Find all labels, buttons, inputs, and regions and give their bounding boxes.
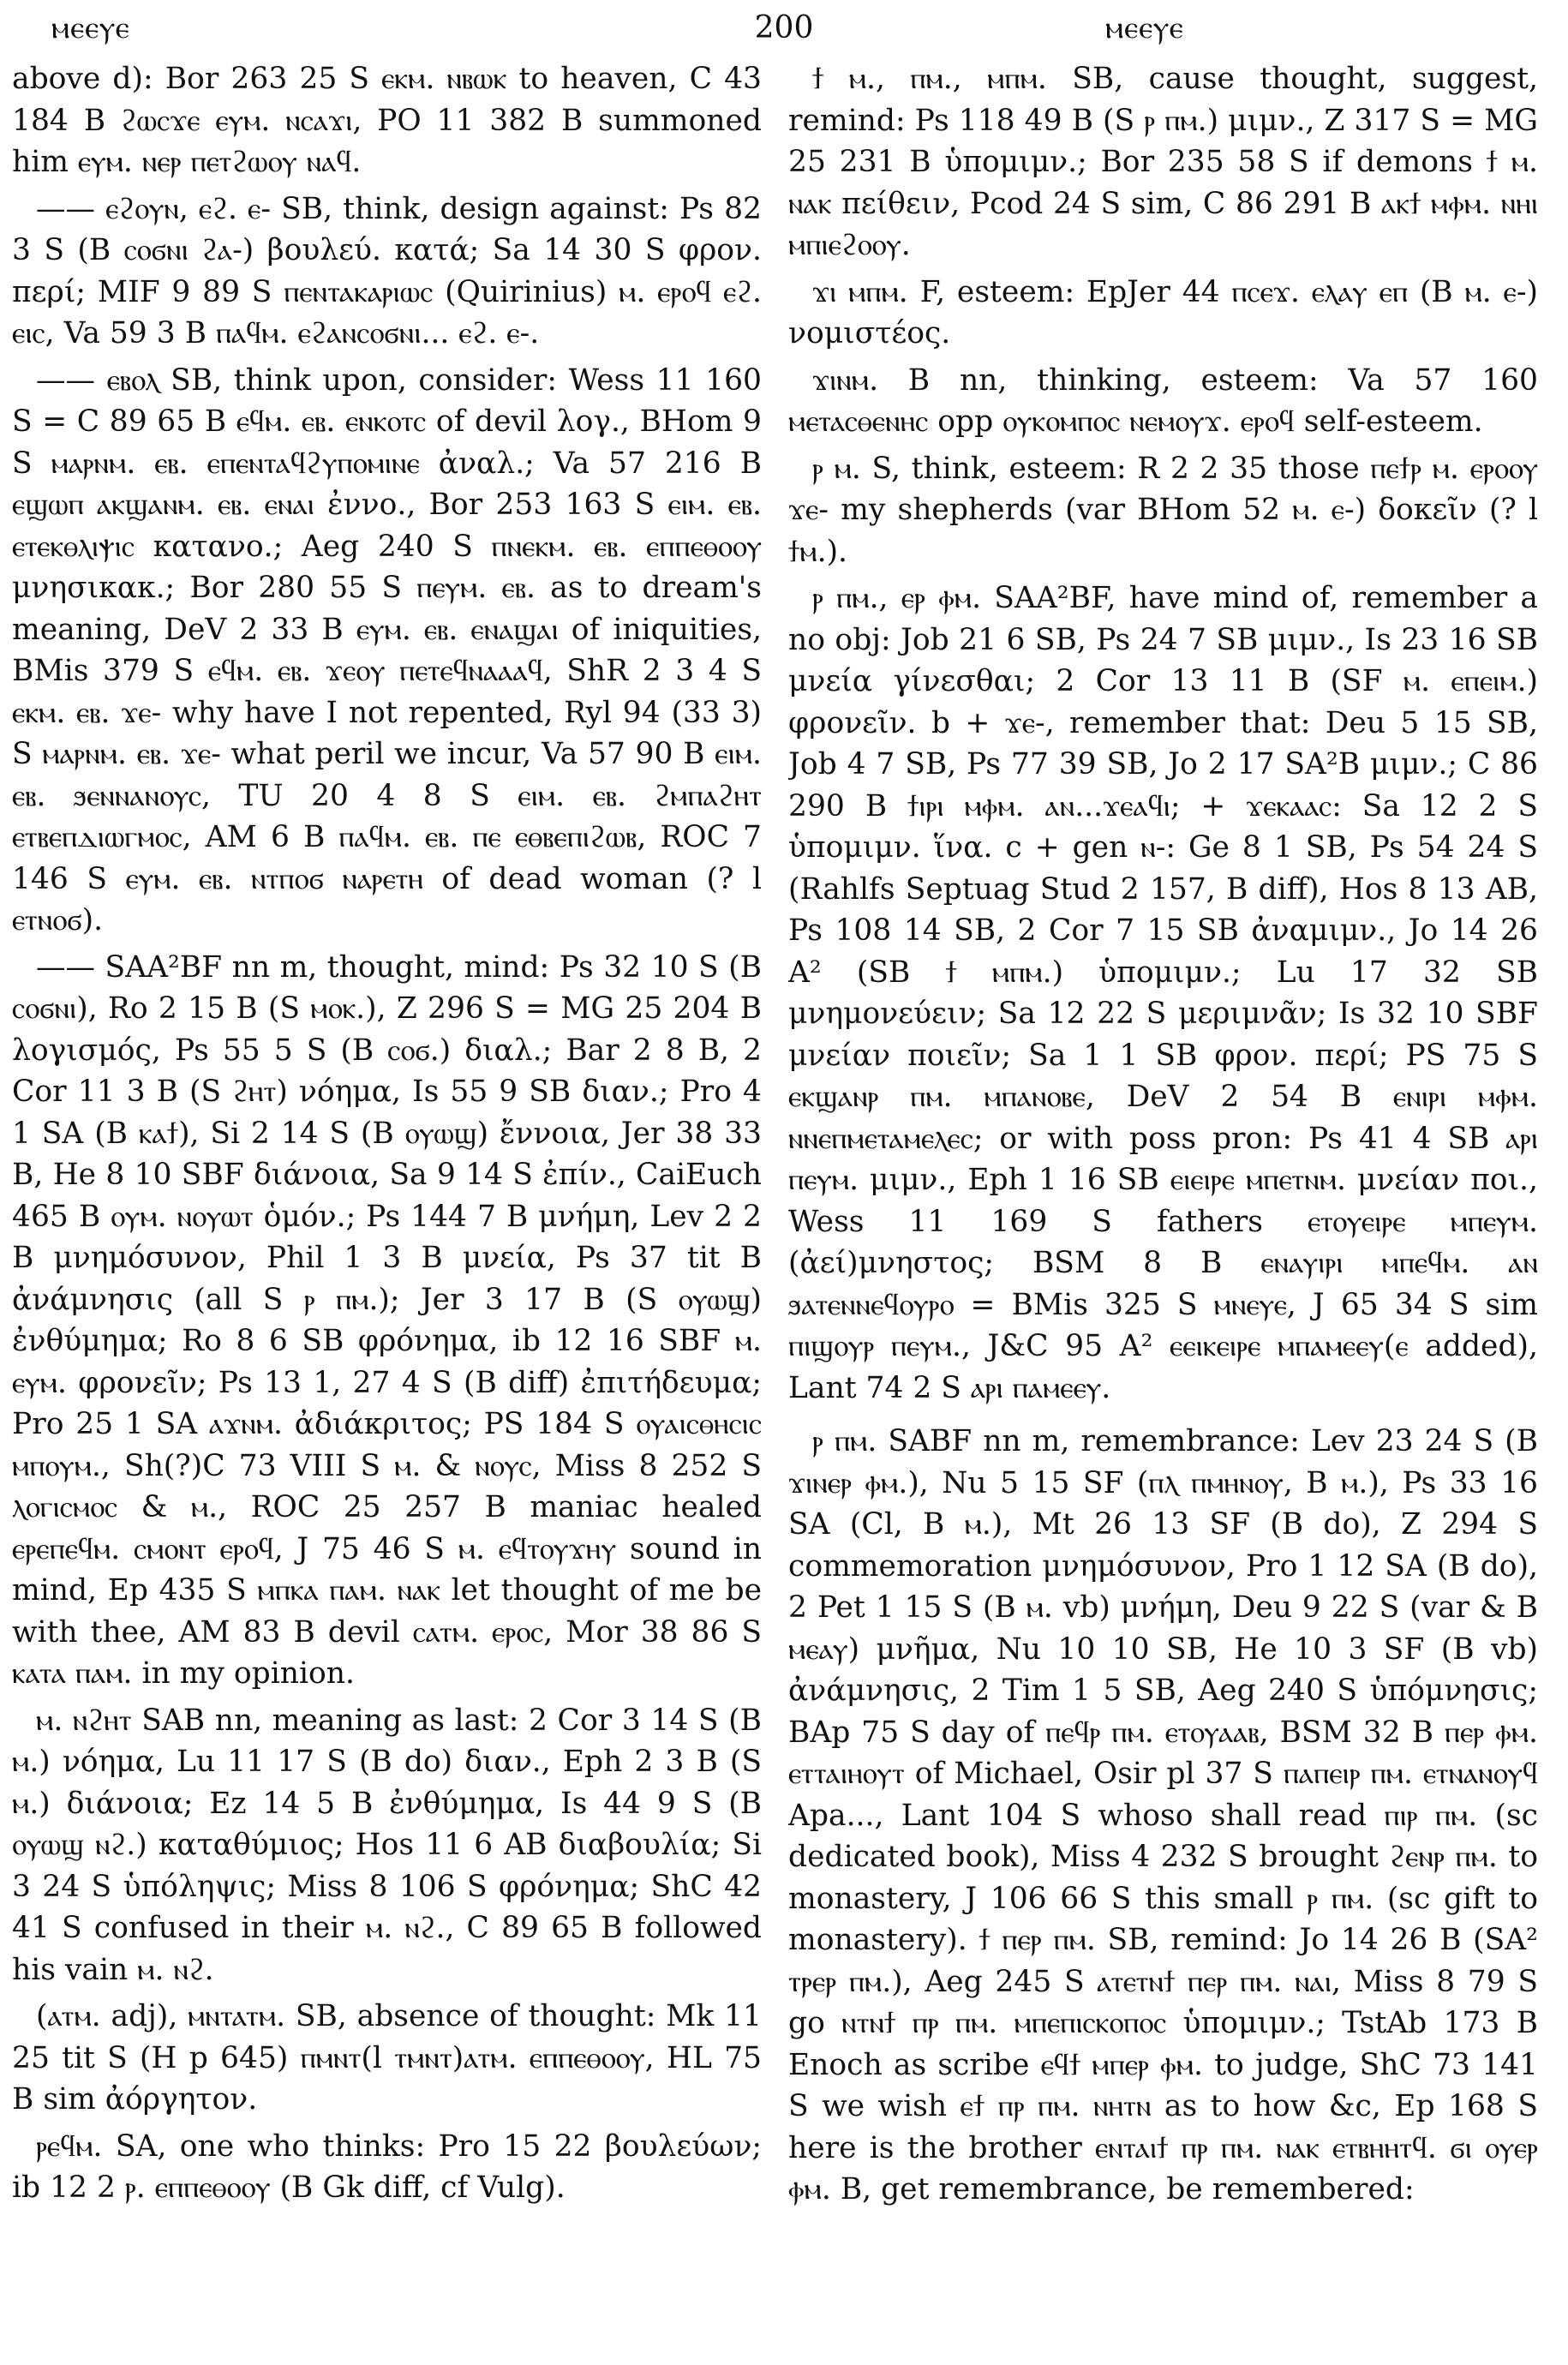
right-column [788, 58, 1538, 2355]
entry-ti-m: ϯ ⲙ., ⲡⲙ., ⲙⲡⲙ. SB, cause thought, suggest, remind: Ps 118 49 B (S ⲣ ⲡⲙ.) μιμν., Z 317 S = MG 25 231 B ὑπομιμν.; Bor 235 58 S if demons ϯ ⲙ. ⲛⲁⲕ πείθειν, Pcod 24 S sim, C 86 291 B ⲁⲕϯ ⲙⲫⲙ. ⲛⲏⲓ ⲙⲡⲓⲉϩⲟⲟⲩ. [788, 62, 1538, 262]
entry-ehoun: —— ⲉϩⲟⲩⲛ, ⲉϩ. ⲉ- SB, think, design against: Ps 82 3 S (B ⲥⲟϭⲛⲓ ϩⲁ-) βουλεύ. κατά; Sa 14 30 S φρον. περί; MIF 9 89 S ⲡⲉⲛⲧⲁⲕⲁⲣⲓⲱⲥ (Quirinius) ⲙ. ⲉⲣⲟϥ ⲉϩ. ⲉⲓⲥ, Va 59 3 B ⲡⲁϥⲙ. ⲉϩⲁⲛⲥⲟϭⲛⲓ... ⲉϩ. ⲉ-. [12, 191, 762, 350]
entry-ebol: —— ⲉⲃⲟⲗ SB, think upon, consider: Wess 11 160 S = C 89 65 B ⲉϥⲙ. ⲉⲃ. ⲉⲛⲕⲟⲧⲥ of devil λογ., BHom 9 S ⲙⲁⲣⲛⲙ. ⲉⲃ. ⲉⲡⲉⲛⲧⲁϥϩⲩⲡⲟⲙⲓⲛⲉ ἀναλ.; Va 57 216 B ⲉϣⲱⲡ ⲁⲕϣⲁⲛⲙ. ⲉⲃ. ⲉⲛⲁⲓ ἐννο., Bor 253 163 S ⲉⲓⲙ. ⲉⲃ. ⲉⲧⲉⲕⲑⲗⲓⲯⲓⲥ κατανο.; Aeg 240 S ⲡⲛⲉⲕⲙ. ⲉⲃ. ⲉⲡⲡⲉⲑⲟⲟⲩ μνησικακ.; Bor 280 55 S ⲡⲉⲩⲙ. ⲉⲃ. as to dream's meaning, DeV 2 33 B ⲉⲩⲙ. ⲉⲃ. ⲉⲛⲁϣⲁⲓ of iniquities, BMis 379 S ⲉϥⲙ. ⲉⲃ. ϫⲉⲟⲩ ⲡⲉⲧⲉϥⲛⲁⲁⲁϥ, ShR 2 3 4 S ⲉⲕⲙ. ⲉⲃ. ϫⲉ- why have I not repented, Ryl 94 (33 3) S ⲙⲁⲣⲛⲙ. ⲉⲃ. ϫⲉ- what peril we incur, Va 57 90 B ⲉⲓⲙ. ⲉⲃ. ϧⲉⲛⲛⲁⲛⲟⲩⲥ, TU 20 4 8 S ⲉⲓⲙ. ⲉⲃ. ϩⲙⲡⲁϩⲏⲧ ⲉⲧⲃⲉⲡⲇⲓⲱⲅⲙⲟⲥ, AM 6 B ⲡⲁϥⲙ. ⲉⲃ. ⲡⲉ ⲉⲑⲃⲉⲡⲓϩⲱⲃ, ROC 7 146 S ⲉⲩⲙ. ⲉⲃ. ⲛⲧⲡⲟϭ ⲛⲁⲣⲉⲧⲏ of dead woman (? l ⲉⲧⲛⲟϭ). [12, 362, 762, 937]
entry-r-pm-remember: ⲣ ⲡⲙ., ⲉⲣ ⲫⲙ. SAA²BF, have mind of, remember a no obj: Job 21 6 SB, Ps 24 7 SB μιμν., Is 23 16 SB μνεία γίνεσθαι; 2 Cor 13 11 B (SF ⲙ. ⲉⲡⲉⲓⲙ.) φρονεῖν. b + ϫⲉ-, remember that: Deu 5 15 SB, Job 4 7 SB, Ps 77 39 SB, Jo 2 17 SA²B μιμν.; C 86 290 B ϯⲓⲣⲓ ⲙⲫⲙ. ⲁⲛ...ϫⲉⲁϥⲓ; + ϫⲉⲕⲁⲁⲥ: Sa 12 2 S ὑπομιμν. ἵνα. c + gen ⲛ-: Ge 8 1 SB, Ps 54 24 S (Rahlfs Septuag Stud 2 157, B diff), Hos 8 13 AB, Ps 108 14 SB, 2 Cor 7 15 SB ἀναμιμν., Jo 14 26 A² (SB ϯ ⲙⲡⲙ.) ὑπομιμν.; Lu 17 32 SB μνημονεύειν; Sa 12 22 S μεριμνᾶν; Is 32 10 SBF μνείαν ποιεῖν; Sa 1 1 SB φρον. περί; PS 75 S ⲉⲕϣⲁⲛⲣ ⲡⲙ. ⲙⲡⲁⲛⲟⲃⲉ, DeV 2 54 B ⲉⲛⲓⲣⲓ ⲙⲫⲙ. ⲛⲛⲉⲡⲙⲉⲧⲁⲙⲉⲗⲉⲥ; or with poss pron: Ps 41 4 SB ⲁⲣⲓ ⲡⲉⲩⲙ. μιμν., Eph 1 16 SB ⲉⲓⲉⲓⲣⲉ ⲙⲡⲉⲧⲛⲙ. μνείαν ποι., Wess 11 169 S fathers ⲉⲧⲟⲩⲉⲓⲣⲉ ⲙⲡⲉⲩⲙ. (ἀεί)μνηστος; BSM 8 B ⲉⲛⲁⲩⲓⲣⲓ ⲙⲡⲉϥⲙ. ⲁⲛ ϧⲁⲧⲉⲛⲛⲉϥⲟⲩⲣⲟ = BMis 325 S ⲙⲛⲉⲩⲉ, J 65 34 S sim ⲡⲓϣⲟⲩⲣ ⲡⲉⲩⲙ., J&C 95 A² ⲉⲉⲓⲕⲉⲓⲣⲉ ⲙⲡⲁⲙⲉⲉⲩ(ⲉ added), Lant 74 2 S ⲁⲣⲓ ⲡⲁⲙⲉⲉⲩ. [788, 581, 1538, 1405]
entry-atm: (ⲁⲧⲙ. adj), ⲙⲛⲧⲁⲧⲙ. SB, absence of thought: Mk 11 25 tit S (H p 645) ⲡⲙⲛⲧ(l ⲧⲙⲛⲧ)ⲁⲧⲙ. ⲉⲡⲡⲉⲑⲟⲟⲩ, HL 75 B sim ἀόργητον. [12, 1999, 762, 2117]
header-right-word: ⲙⲉⲉⲩⲉ [1105, 10, 1184, 45]
entry-continuation: above d): Bor 263 25 S ⲉⲕⲙ. ⲛⲃⲱⲕ to heaven, C 43 184 B ϩⲱⲥϫⲉ ⲉⲩⲙ. ⲛⲥⲁϫⲓ, PO 11 382 B summoned him ⲉⲩⲙ. ⲛⲉⲣ ⲡⲉⲧϩⲱⲟⲩ ⲛⲁϥ. [12, 62, 762, 179]
entry-r-m: ⲣ ⲙ. S, think, esteem: R 2 2 35 those ⲡⲉϯⲣ ⲙ. ⲉⲣⲟⲟⲩ ϫⲉ- my shepherds (var BHom 52 ⲙ. ⲉ-) δοκεῖν (? l ϯⲙ.). [788, 451, 1538, 569]
entry-refm: ⲣⲉϥⲙ. SA, one who thinks: Pro 15 22 βουλεύων; ib 12 2 ⲣ. ⲉⲡⲡⲉⲑⲟⲟⲩ (B Gk diff, cf Vulg). [12, 2128, 762, 2205]
header-left-word: ⲙⲉⲉⲩⲉ [51, 10, 130, 45]
page-number: 200 [754, 10, 814, 45]
entry-r-pm-remembrance: ⲣ ⲡⲙ. SABF nn m, remembrance: Lev 23 24 S (B ϫⲓⲛⲉⲣ ⲫⲙ.), Nu 5 15 SF (ⲡⲗ ⲡⲙⲏⲛⲟⲩ, B ⲙ.), Ps 33 16 SA (Cl, B ⲙ.), Mt 26 13 SF (B do), Z 294 S commemoration μνημόσυνον, Pro 1 12 SA (B do), 2 Pet 1 15 S (B ⲙ. vb) μνήμη, Deu 9 22 S (var & B ⲙⲉⲁⲩ) μνῆμα, Nu 10 10 SB, He 10 3 SF (B vb) ἀνάμνησις, 2 Tim 1 5 SB, Aeg 240 S ὑπόμνησις; BAp 75 S day of ⲡⲉϥⲣ ⲡⲙ. ⲉⲧⲟⲩⲁⲁⲃ, BSM 32 B ⲡⲉⲣ ⲫⲙ. ⲉⲧⲧⲁⲓⲏⲟⲩⲧ of Michael, Osir pl 37 S ⲡⲁⲡⲉⲓⲣ ⲡⲙ. ⲉⲧⲛⲁⲛⲟⲩϥ Apa..., Lant 104 S whoso shall read ⲡⲓⲣ ⲡⲙ. (sc dedicated book), Miss 4 232 S brought ϩⲉⲛⲣ ⲡⲙ. to monastery, J 106 66 S this small ⲣ ⲡⲙ. (sc gift to monastery). ϯ ⲡⲉⲣ ⲡⲙ. SB, remind: Jo 14 26 B (SA² ⲧⲣⲉⲣ ⲡⲙ.), Aeg 245 S ⲁⲧⲉⲧⲛϯ ⲡⲉⲣ ⲡⲙ. ⲛⲁⲓ, Miss 8 79 S go ⲛⲧⲛϯ ⲡⲣ ⲡⲙ. ⲙⲡⲉⲡⲓⲥⲕⲟⲡⲟⲥ ὑπομιμν.; TstAb 173 B Enoch as scribe ⲉϥϯ ⲙⲡⲉⲣ ⲫⲙ. to judge, ShC 73 141 S we wish ⲉϯ ⲡⲣ ⲡⲙ. ⲛⲏⲧⲛ as to how &c, Ep 168 S here is the brother ⲉⲛⲧⲁⲓϯ ⲡⲣ ⲡⲙ. ⲛⲁⲕ ⲉⲧⲃⲏⲏⲧϥ. ϭⲓ ⲟⲩⲉⲣ ⲫⲙ. B, get remembrance, be remembered: [788, 1424, 1538, 2206]
left-column [12, 58, 762, 2355]
entry-m-nhet: ⲙ. ⲛϩⲏⲧ SAB nn, meaning as last: 2 Cor 3 14 S (B ⲙ.) νόημα, Lu 11 17 S (B do) διαν., Eph 2 3 B (S ⲙ.) διάνοια; Ez 14 5 B ἐνθύμημα, Is 44 9 S (B ⲟⲩⲱϣ ⲛϩ.) καταθύμιος; Hos 11 6 AB διαβουλία; Si 3 24 S ὑπόληψις; Miss 8 106 S φρόνημα; ShC 42 41 S confused in their ⲙ. ⲛϩ., C 89 65 B followed his vain ⲙ. ⲛϩ. [12, 1703, 762, 1987]
entry-jinm: ϫⲓⲛⲙ. B nn, thinking, esteem: Va 57 160 ⲙⲉⲧⲁⲥⲑⲉⲛⲏⲥ opp ⲟⲩⲕⲟⲙⲡⲟⲥ ⲛⲉⲙⲟⲩϫ. ⲉⲣⲟϥ self-esteem. [788, 362, 1538, 439]
running-head [0, 10, 1568, 53]
entry-noun-thought: —— SAA²BF nn m, thought, mind: Ps 32 10 S (B ⲥⲟϭⲛⲓ), Ro 2 15 B (S ⲙⲟⲕ.), Z 296 S = MG 25 204 B λογισμός, Ps 55 5 S (B ⲥⲟϭ.) διαλ.; Bar 2 8 B, 2 Cor 11 3 B (S ϩⲏⲧ) νόημα, Is 55 9 SB διαν.; Pro 4 1 SA (B ⲕⲁϯ), Si 2 14 S (B ⲟⲩⲱϣ) ἔννοια, Jer 38 33 B, He 8 10 SBF διάνοια, Sa 9 14 S ἐπίν., CaiEuch 465 B ⲟⲩⲙ. ⲛⲟⲩⲱⲧ ὁμόν.; Ps 144 7 B μνήμη, Lev 2 2 B μνημόσυνον, Phil 1 3 B μνεία, Ps 37 tit B ἀνάμνησις (all S ⲣ ⲡⲙ.); Jer 3 17 B (S ⲟⲩⲱϣ) ἐνθύμημα; Ro 8 6 SB φρόνημα, ib 12 16 SBF ⲙ. ⲉⲩⲙ. φρονεῖν; Ps 13 1, 27 4 S (B diff) ἐπιτήδευμα; Pro 25 1 SA ⲁϫⲛⲙ. ἀδιάκριτος; PS 184 S ⲟⲩⲁⲓⲥⲑⲏⲥⲓⲥ ⲙⲡⲟⲩⲙ., Sh(?)C 73 VIII S ⲙ. & ⲛⲟⲩⲥ, Miss 8 252 S ⲗⲟⲅⲓⲥⲙⲟⲥ & ⲙ., ROC 25 257 B maniac healed ⲉⲣⲉⲡⲉϥⲙ. ⲥⲙⲟⲛⲧ ⲉⲣⲟϥ, J 75 46 S ⲙ. ⲉϥⲧⲟⲩϫⲏⲩ sound in mind, Ep 435 S ⲙⲡⲕⲁ ⲡⲁⲙ. ⲛⲁⲕ let thought of me be with thee, AM 83 B devil ⲥⲁⲧⲙ. ⲉⲣⲟⲥ, Mor 38 86 S ⲕⲁⲧⲁ ⲡⲁⲙ. in my opinion. [12, 949, 762, 1691]
entry-ji-mpm: ϫⲓ ⲙⲡⲙ. F, esteem: EpJer 44 ⲡⲥⲉϫ. ⲉⲗⲁⲩ ⲉⲡ (B ⲙ. ⲉ-) νομιστέος. [788, 274, 1538, 350]
